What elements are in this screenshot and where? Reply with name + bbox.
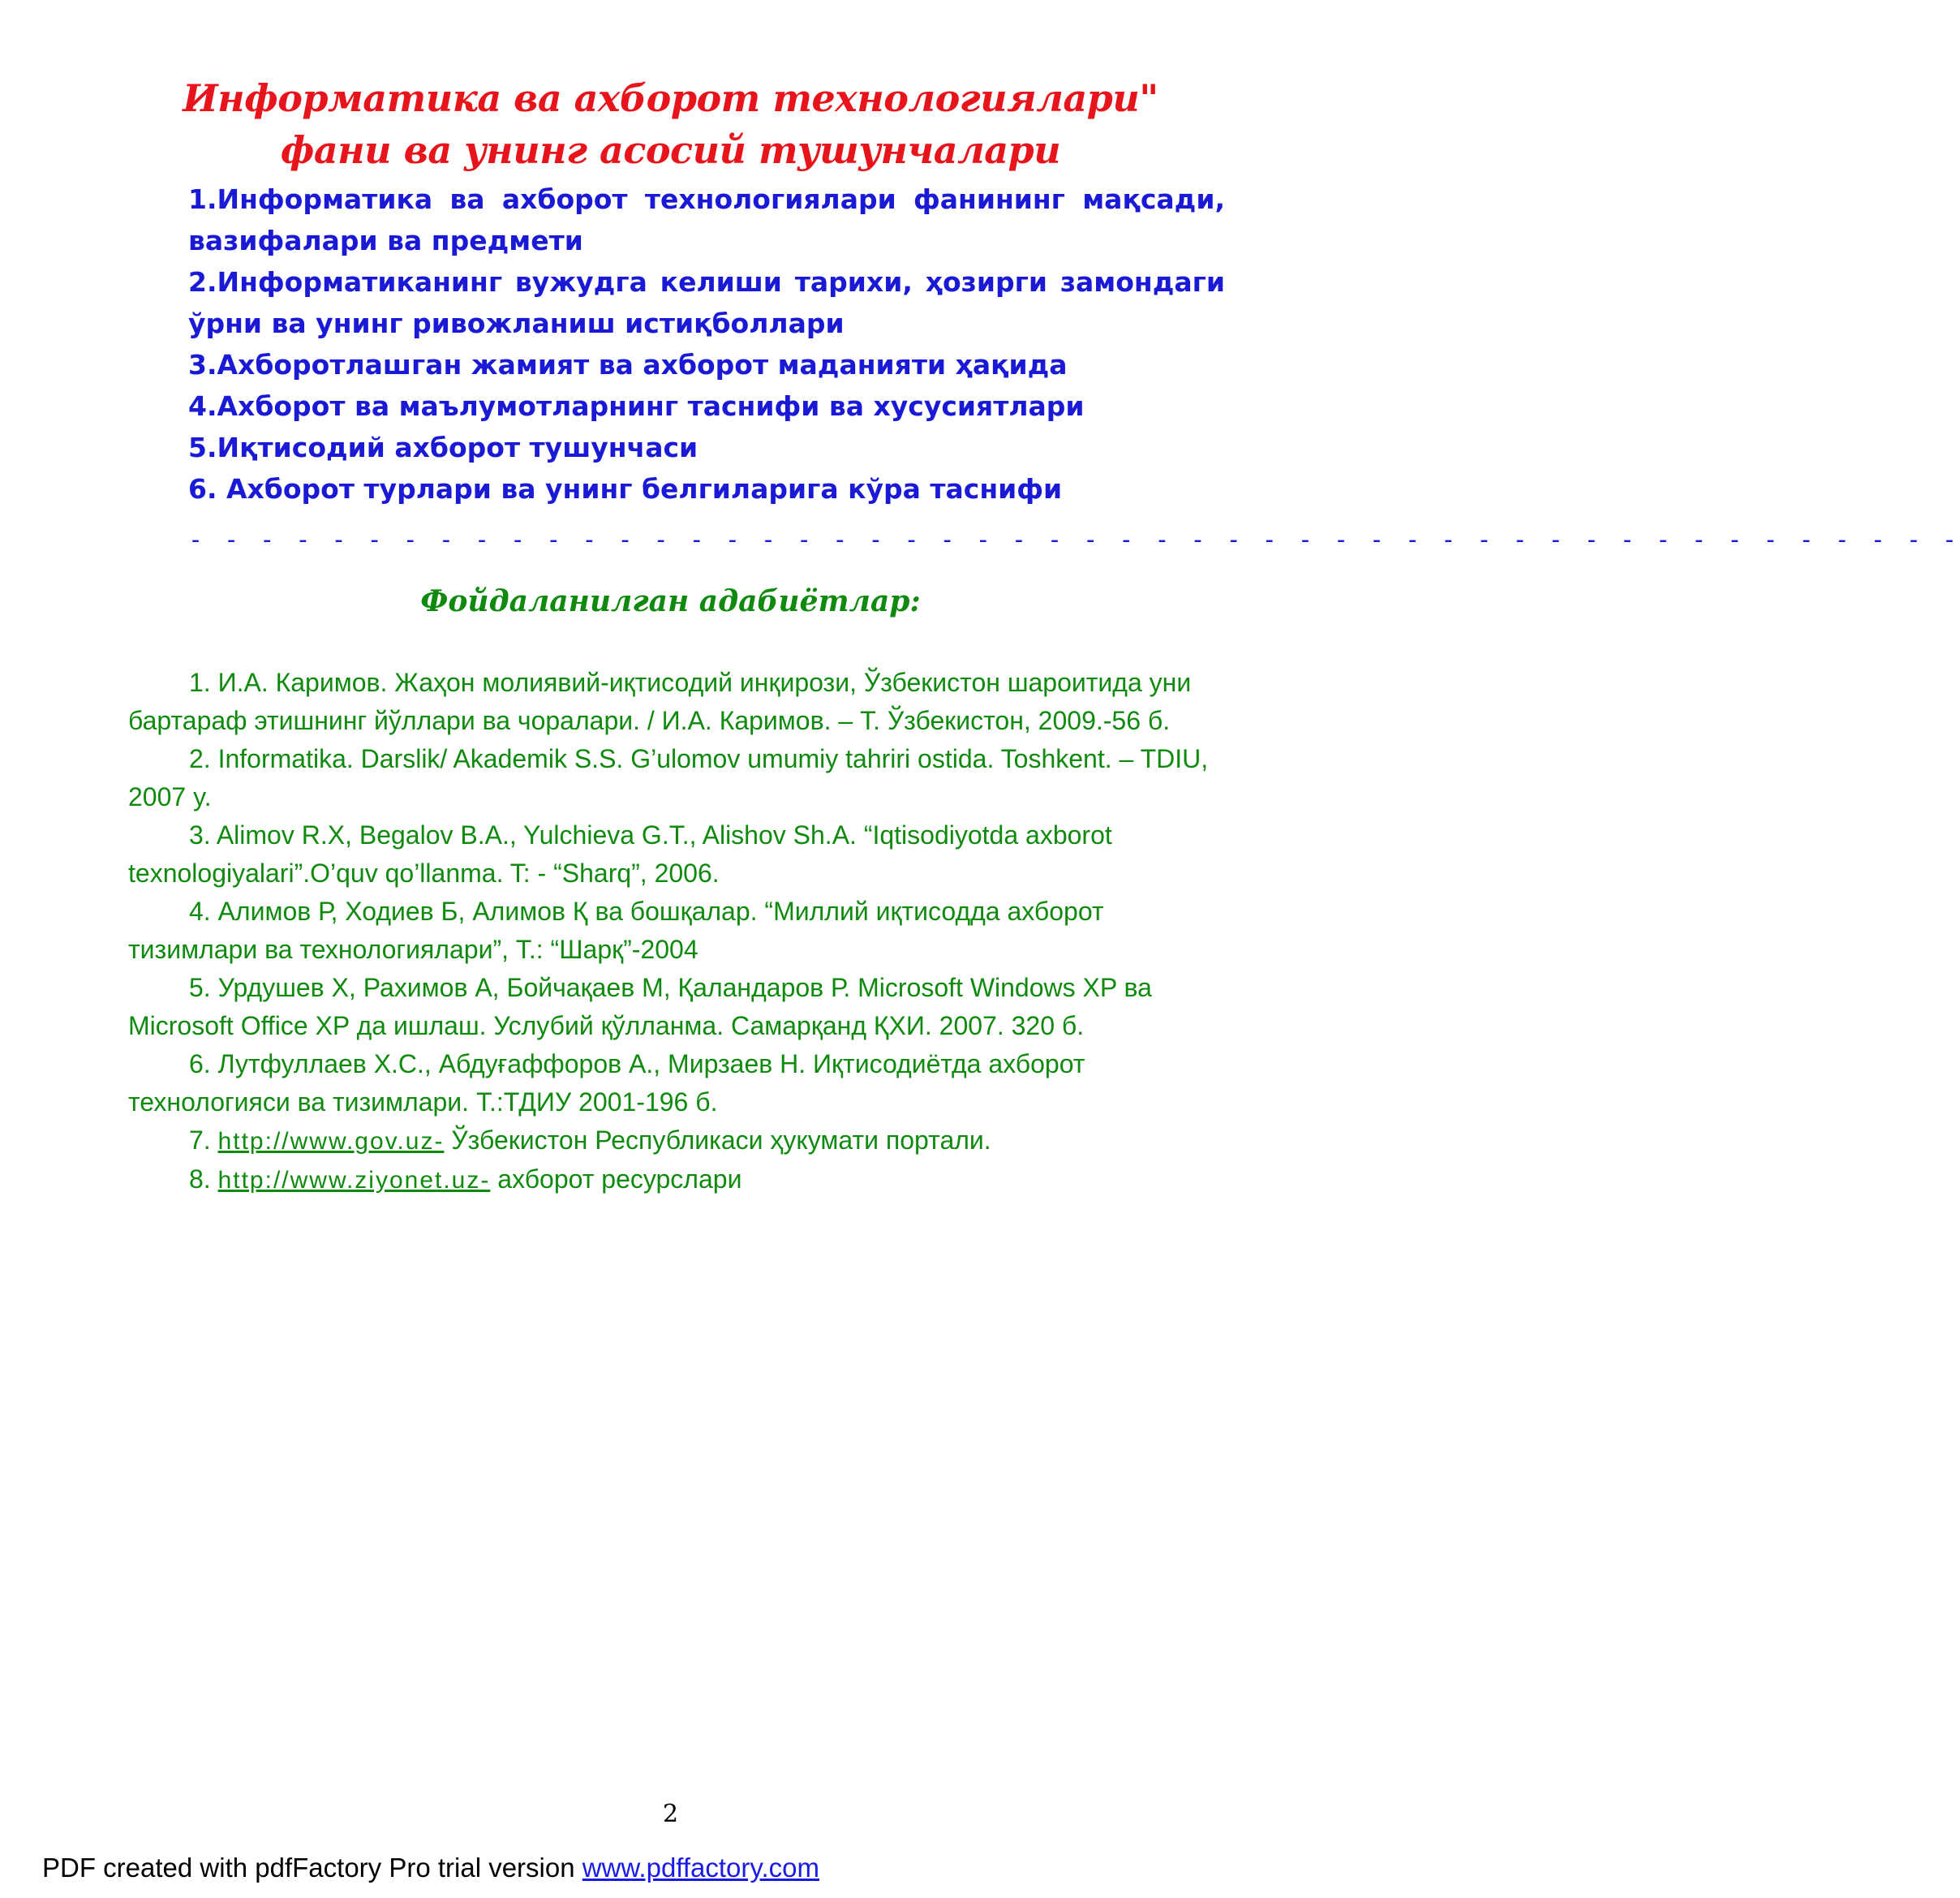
- reference-item-1: 1. И.А. Каримов. Жаҳон молиявий-иқтисодий инқирози, Ўзбекистон шароитида уни бартараф этишнинг йўллари ва чоралари. / И.А. Каримов. – Т. Ўзбекистон, 2009.-56 б.: [128, 668, 1192, 735]
- pdffactory-link[interactable]: www.pdffactory.com: [582, 1853, 819, 1883]
- footer-text: PDF created with pdfFactory Pro trial version: [42, 1853, 582, 1883]
- topic-item-5: 5.Иқтисодий ахборот тушунчаси: [188, 432, 698, 463]
- reference-text-8: ахборот ресурслари: [490, 1164, 742, 1194]
- reference-item-4: 4. Алимов Р, Ходиев Б, Алимов Қ ва бошқалар. “Миллий иқтисодда ахборот тизимлари ва технологиялари”, Т.: “Шарқ”-2004: [128, 897, 1104, 964]
- gov-uz-link[interactable]: http://www.gov.uz-: [217, 1128, 445, 1155]
- topics-list: [188, 179, 1225, 510]
- ziyonet-link[interactable]: http://www.ziyonet.uz-: [217, 1167, 491, 1194]
- reference-item-8: [128, 1160, 1219, 1199]
- topic-item-3: 3.Ахборотлашган жамият ва ахборот маданияти ҳақида: [188, 349, 1068, 381]
- page-number: 2: [662, 1800, 679, 1828]
- reference-item-6: 6. Лутфуллаев Х.С., Абдуғаффоров А., Мирзаев Н. Иқтисодиётда ахборот технологияси ва тизимлари. Т.:ТДИУ 2001-196 б.: [128, 1049, 1085, 1117]
- document-title-line-2: фани ва унинг асосий тушунчалари: [280, 128, 1061, 172]
- topic-item-4: 4.Ахборот ва маълумотларнинг таснифи ва хусусиятлари: [188, 390, 1085, 422]
- references-heading: Фойдаланилган адабиётлар:: [420, 584, 921, 618]
- topic-item-6: 6. Ахборот турлари ва унинг белгиларига кўра таснифи: [188, 473, 1063, 505]
- pdf-footer: [42, 1853, 819, 1883]
- reference-number-7: 7.: [189, 1125, 218, 1155]
- reference-item-3: 3. Alimov R.X, Begalov B.A., Yulchieva G.T., Alishov Sh.A. “Iqtisodiyotda axborot texnologiyalari”.O’quv qo’llanma. T: - “Sharq”, 2006.: [128, 820, 1112, 888]
- reference-item-2: 2. Informatika. Darslik/ Akademik S.S. G’ulomov umumiy tahriri ostida. Toshkent. – TDIU, 2007 y.: [128, 744, 1209, 811]
- dashed-divider: - - - - - - - - - - - - - - - - - - - - - - - - - - - - - - - - - - - - - - - - - - - - - - - - - -: [188, 526, 1960, 554]
- topic-item-1: 1.Информатика ва ахборот технологиялари фанининг мақсади, вазифалари ва предмети: [188, 183, 1225, 256]
- reference-item-7: [128, 1121, 1219, 1160]
- topic-item-2: 2.Информатиканинг вужудга келиши тарихи, ҳозирги замондаги ўрни ва унинг ривожланиш истиқболлари: [188, 266, 1225, 339]
- reference-text-7: Ўзбекистон Республикаси ҳукумати портали.: [444, 1125, 991, 1155]
- references-list: [128, 664, 1219, 1199]
- document-title-line-1: Информатика ва ахборот технологиялари": [183, 76, 1158, 120]
- reference-item-5: 5. Урдушев Х, Рахимов А, Бойчақаев М, Қаландаров Р. Microsoft Windows XP ва Microsoft Office XP да ишлаш. Услубий қўлланма. Самарқанд ҚХИ. 2007. 320 б.: [128, 973, 1152, 1040]
- reference-number-8: 8.: [189, 1164, 218, 1194]
